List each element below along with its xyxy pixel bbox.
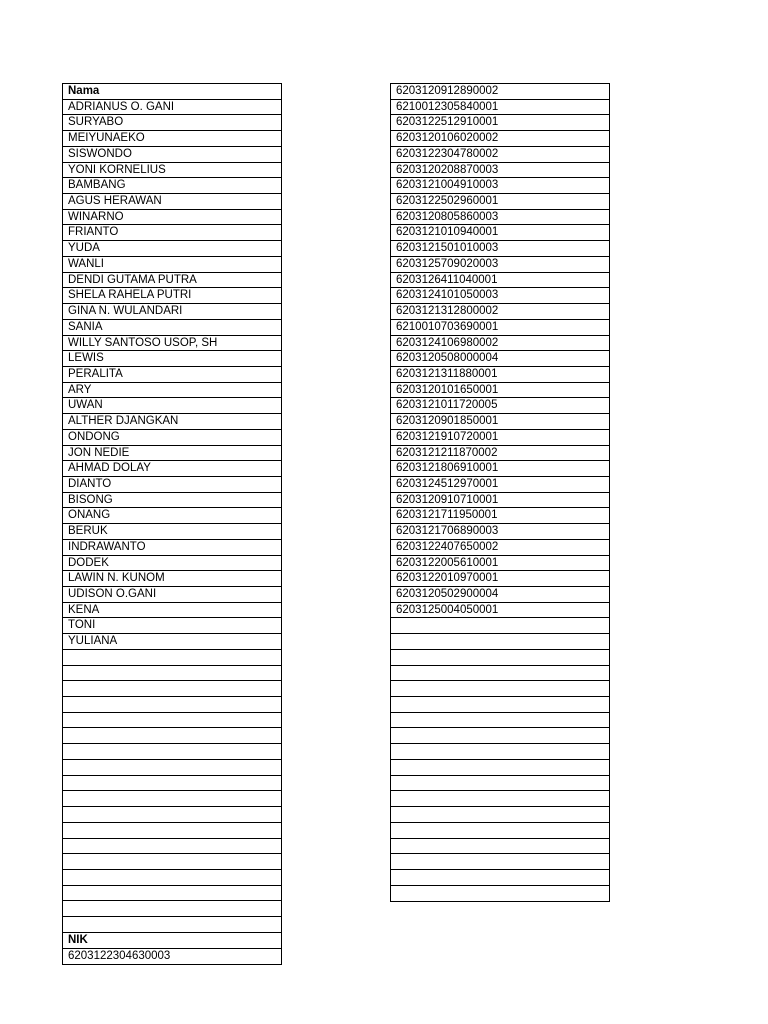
nik-row: 6210010703690001 (391, 320, 609, 336)
nik-row (391, 791, 609, 807)
name-row: BISONG (63, 493, 281, 509)
name-row (63, 791, 281, 807)
name-row: DODEK (63, 556, 281, 572)
nik-row: 6203125004050001 (391, 603, 609, 619)
name-row: BERUK (63, 524, 281, 540)
name-row: WANLI (63, 257, 281, 273)
name-row: DENDI GUTAMA PUTRA (63, 273, 281, 289)
nik-row (391, 823, 609, 839)
nik-row (391, 839, 609, 855)
name-row (63, 760, 281, 776)
name-row (63, 681, 281, 697)
name-row: JON NEDIE (63, 446, 281, 462)
nik-row: 6203120508000004 (391, 351, 609, 367)
name-row (63, 870, 281, 886)
name-row: SANIA (63, 320, 281, 336)
names-table (62, 83, 282, 965)
nik-row (391, 776, 609, 792)
name-row (63, 650, 281, 666)
nik-row: 6203121312800002 (391, 304, 609, 320)
nik-row: 6203122407650002 (391, 540, 609, 556)
nik-row (391, 634, 609, 650)
nik-row (391, 713, 609, 729)
name-row: YULIANA (63, 634, 281, 650)
name-row: WINARNO (63, 210, 281, 226)
nik-row: 6203122502960001 (391, 194, 609, 210)
name-row: LEWIS (63, 351, 281, 367)
name-row (63, 854, 281, 870)
name-row (63, 744, 281, 760)
name-row: YUDA (63, 241, 281, 257)
nik-row (391, 666, 609, 682)
nik-row: 6203120901850001 (391, 414, 609, 430)
name-row (63, 666, 281, 682)
nik-row: 6203121004910003 (391, 178, 609, 194)
nik-row (391, 618, 609, 634)
name-row (63, 807, 281, 823)
name-row: SISWONDO (63, 147, 281, 163)
name-row: PERALITA (63, 367, 281, 383)
nik-row: 6203122512910001 (391, 115, 609, 131)
name-row: AGUS HERAWAN (63, 194, 281, 210)
name-row (63, 728, 281, 744)
name-row: INDRAWANTO (63, 540, 281, 556)
name-row: ADRIANUS O. GANI (63, 100, 281, 116)
nik-row: 6203122005610001 (391, 556, 609, 572)
nik-row: 6203124512970001 (391, 477, 609, 493)
name-row: TONI (63, 618, 281, 634)
nik-row (391, 681, 609, 697)
name-row: YONI KORNELIUS (63, 163, 281, 179)
name-row: ONDONG (63, 430, 281, 446)
name-row (63, 901, 281, 917)
name-row: BAMBANG (63, 178, 281, 194)
nik-row (391, 650, 609, 666)
nik-row: 6203122304780002 (391, 147, 609, 163)
nik-row (391, 760, 609, 776)
nik-row (391, 728, 609, 744)
nik-row: 6203126411040001 (391, 273, 609, 289)
name-row: GINA N. WULANDARI (63, 304, 281, 320)
name-row: SURYABO (63, 115, 281, 131)
nik-row: 6203120912890002 (391, 84, 609, 100)
nik-row (391, 870, 609, 886)
nik-row: 6203120208870003 (391, 163, 609, 179)
nik-row: 6203121711950001 (391, 508, 609, 524)
nik-row: 6203120502900004 (391, 587, 609, 603)
nik-row: 6203122010970001 (391, 571, 609, 587)
name-row: UWAN (63, 398, 281, 414)
nik-row: 6210012305840001 (391, 100, 609, 116)
name-row: WILLY SANTOSO USOP, SH (63, 336, 281, 352)
nik-row: 6203124106980002 (391, 336, 609, 352)
name-row: ARY (63, 383, 281, 399)
name-row (63, 886, 281, 902)
nik-row: 6203120910710001 (391, 493, 609, 509)
nik-row: 6203121011720005 (391, 398, 609, 414)
nik-value-row: 6203122304630003 (68, 949, 171, 962)
name-row (63, 823, 281, 839)
nik-row: 6203121910720001 (391, 430, 609, 446)
name-row (63, 917, 281, 933)
name-row (63, 713, 281, 729)
nik-row: 6203121010940001 (391, 225, 609, 241)
name-row: MEIYUNAEKO (63, 131, 281, 147)
name-row: FRIANTO (63, 225, 281, 241)
nik-row: 6203120805860003 (391, 210, 609, 226)
nik-row: 6203121211870002 (391, 446, 609, 462)
name-row: LAWIN N. KUNOM (63, 571, 281, 587)
nik-row (391, 886, 609, 902)
nik-row: 6203120101650001 (391, 383, 609, 399)
name-row: AHMAD DOLAY (63, 461, 281, 477)
name-row (63, 776, 281, 792)
nik-row: 6203121706890003 (391, 524, 609, 540)
nik-row (391, 854, 609, 870)
name-row: DIANTO (63, 477, 281, 493)
name-row: SHELA RAHELA PUTRI (63, 288, 281, 304)
nik-row: 6203124101050003 (391, 288, 609, 304)
name-row (63, 697, 281, 713)
nik-row (391, 744, 609, 760)
name-row: ONANG (63, 508, 281, 524)
name-row: UDISON O.GANI (63, 587, 281, 603)
column-header-nik: NIK (63, 933, 281, 949)
nik-table (390, 83, 610, 902)
nik-row: 6203121806910001 (391, 461, 609, 477)
column-header-nama: Nama (63, 84, 281, 100)
nik-row: 6203125709020003 (391, 257, 609, 273)
nik-row: 6203121501010003 (391, 241, 609, 257)
nik-row: 6203121311880001 (391, 367, 609, 383)
nik-row (391, 697, 609, 713)
name-row: KENA (63, 603, 281, 619)
nik-row: 6203120106020002 (391, 131, 609, 147)
name-row: ALTHER DJANGKAN (63, 414, 281, 430)
name-row (63, 839, 281, 855)
nik-row (391, 807, 609, 823)
